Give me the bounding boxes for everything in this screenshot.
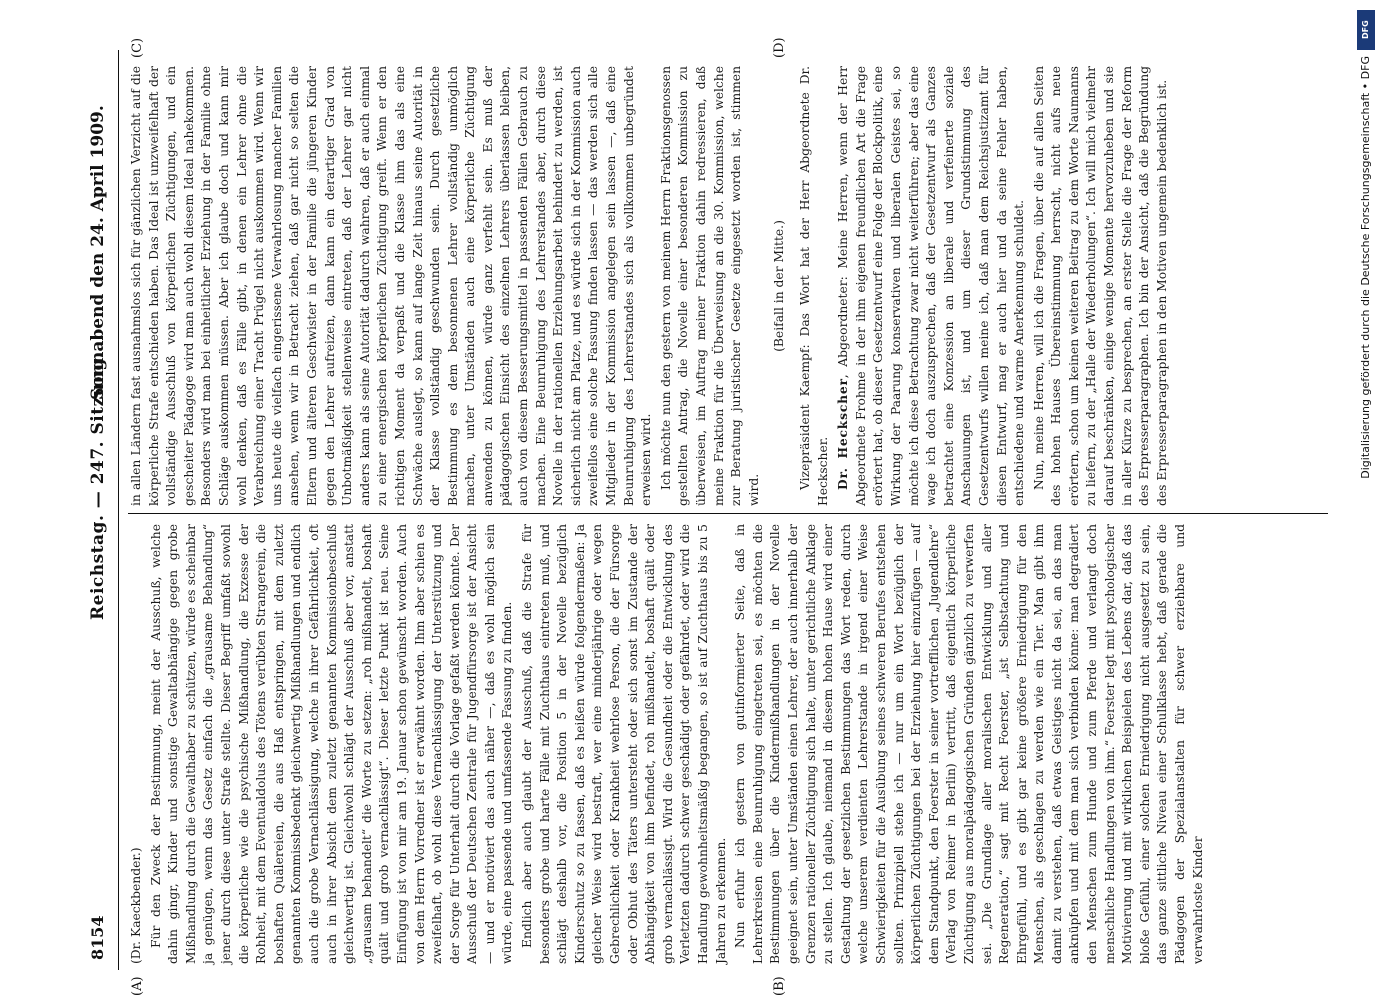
- paragraph: Für den Zweck der Bestimmung, meint der Ausschuß, welche dahin gingr, Kinder und sonstige Gewaltabhängige gegen grobe Mißhandlung durch die Gewalthaber zu schützen, würde es scheinbar ja genügen, wenn das Gesetz einfach die „grausame Behandlung“ jener durch diese unter Strafe stellte. Dieser Begriff umfaßt sowohl die körperliche wie die psychische Mißhandlung, die Exzesse der Rohheit, mit dem Eventualdolus des Tötens verübten Strangerein, die boshaften Quälereien, die aus Haß entspringen, mit dem zuletzt genannten Kommissbedenkt gleichwertig Mißhandlungen und endlich auch die grobe Vernachlässigung, welche in ihrer Gefährlichkeit, oft auch in ihrer Absicht dem zuletzt genannten Kommissionbeschluß gleichwertig ist. Gleichwohl schlägt der Ausschuß aber vor, anstatt „grausam behandelt“ die Worte zu setzen: „roh mißhandelt, boshaft quält und grob vernachlässigt“. Dieser letzte Punkt ist neu. Seine Einfügung ist von mir am 19. Januar schon gewünscht worden. Auch von dem Herrn Vorredner ist er erwähnt worden. Ihm aber schien es zweifelhaft, ob wohl diese Vernachlässigung der Unterstützung und der Sorge für Unterhalt durch die Vorlage gefaßt werden könnte. Der Ausschuß der Deutschen Zentrale für Jugendfürsorge ist der Ansicht — und er motiviert das auch näher —, daß es wohl möglich sein würde, eine passende und umfassende Fassung zu finden.: [148, 524, 515, 964]
- applause-note: (Beifall in der Mitte.): [772, 220, 787, 352]
- margin-mark-a: (A): [130, 976, 145, 996]
- president-announcement: Vizepräsident Kaempf: Das Wort hat der Herr Abgeordnete Dr. Heckscher.: [797, 66, 830, 506]
- header-rule: [118, 50, 119, 970]
- margin-mark-c: (C): [130, 37, 145, 58]
- dfg-notice-text: Digitalisierung gefördert durch die Deutsche Forschungsgemeinschaft • DFG: [1359, 56, 1372, 479]
- paragraph: in allen Ländern fast ausnahmslos sich für gänzlichen Verzicht auf die körperliche Strafe entschieden haben. Das Ideal ist unzweifelhaft der vollständige Ausschluß von körperlichen Züchtigungen, und ein gescheiter Pädagoge wird man auch wohl diesem Ideal nahekommen. Besonders wird man bei einheitlicher Erziehung in der Familie ohne Schläge auskommen müssen. Aber ich glaube doch und kann mir wohl denken, daß es Fälle gibt, in denen ein Lehrer ohne die Verabreichung einer Tracht Prügel nicht auskommen wird. Wenn wir uns heute die vielfach eingerissene Verwahrlosung mancher Familien ansehen, wenn wir in Betracht ziehen, daß gar nicht so selten die Eltern und älteren Geschwister in der Familie die jüngeren Kinder gegen den Lehrer aufreizen, dann kann ein derartiger Grad von Unbotmäßigkeit stellenweise eintreten, daß der Lehrer gar nicht anders kann als seine Autorität dadurch wahren, daß er auch einmal zu einer energischen körperlichen Züchtigung greift. Wenn er den richtigen Moment da verpaßt und die Klasse ihm das als eine Schwäche auslegt, so kann auf lange Zeit hinaus seine Autorität in der Klasse vollständig geschwunden sein. Durch gesetzliche Bestimmung es dem besonnenen Lehrer vollständig unmöglich machen, unter Umständen auch eine körperliche Züchtigung anwenden zu können, würde ganz verfehlt sein. Es muß der pädagogischen Einsicht des einzelnen Lehrers überlassen bleiben, auch von diesem Besserungsmittel in passenden Fällen Gebrauch zu machen. Eine Beunruhigung des Lehrerstandes aber, durch diese Novelle in der rationellen Erziehungsarbeit behindert zu werden, ist sicherlich nicht am Platze, und es würde sich in der Kommission auch zweifellos eine solche Fassung finden lassen — das werden sich alle Mitglieder in der Kommission angelegen sein lassen —, daß eine Beunruhigung des Lehrerstandes sich als vollkommen unbegründet erweisen wird.: [129, 66, 654, 506]
- speaker-name: Dr. Heckscher: [835, 378, 851, 490]
- dfg-notice: [1353, 10, 1381, 995]
- paragraph: Nun erfuhr ich gestern von gutinformierter Seite, daß in Lehrerkreisen eine Beunruhigung eingetreten sei, es möchten die Bestimmungen über die Kindermißhandlungen in der Novelle geeignet sein, unter Umständen einen Lehrer, der auch innerhalb der Grenzen rationeller Züchtigung sich halte, unter gerichtliche Anklage zu stellen. Ich glaube, niemand in diesem hohen Hause wird einer Gestaltung der gesetzlichen Bestimmungen das Wort reden, durch welche unserem verdienten Lehrerstande in irgend einer Weise Schwierigkeiten für die Ausübung seines schweren Berufes entstehen sollten. Prinzipiell stehe ich — nur um ein Wort bezüglich der körperlichen Züchtigungen bei der Erziehung hier einzufügen — auf dem Standpunkt, den Foerster in seiner vortrefflichen „Jugendlehre“ (Verlag von Reimer in Berlin) vertritt, daß eigentlich körperliche Züchtigung aus moralpädagogischen Gründen gänzlich zu verwerfen sei. „Die Grundlage aller moralischen Entwicklung und aller Regeneration,“ sagt mit Recht Foerster, „ist Selbstachtung und Ehrgefühl, und es gibt gar keine größere Erniedrigung für den Menschen, als geschlagen zu werden wie ein Tier. Man gibt ihm damit zu verstehen, daß etwas Geistiges nicht da sei, an das man anknüpfen und mit dem man sich verbinden könne: man degradiert den Menschen zum Hunde und zum Pferde und verlangt doch menschliche Handlungen von ihm.“ Foerster legt mit psychologischer Motivierung und mit wirklichen Beispielen des Lebens dar, daß das bloße Gefühl, einer solchen Erniedrigung nicht ausgesetzt zu sein, das ganze sittliche Niveau einer Schulklasse hebt, daß gerade die Pädagogen der Spezialanstalten für schwer erziehbare und verwahrloste Kinder: [733, 524, 1205, 964]
- right-column: [128, 66, 1173, 506]
- paragraph: Ich möchte nun den gestern von meinem Herrn Fraktionsgenossen gestellten Antrag, die Novelle einer besonderen Kommission zu überweisen, im Auftrag meiner Fraktion dahin redressieren, daß meine Fraktion für die Überweisung an die 30. Kommission, welche zur Beratung juristischer Gesetze eingesetzt worden ist, stimmen wird.: [658, 66, 761, 506]
- rotated-document-page: [82, 37, 1362, 1000]
- margin-mark-d: (D): [772, 37, 787, 58]
- page-header: [88, 40, 114, 1000]
- paragraph: Endlich aber auch glaubt der Ausschuß, daß die Strafe für besonders grobe und harte Fälle mit Zuchthaus eintreten muß, und schlägt deshalb vor, die Position 5 in der Novelle bezüglich Kinderschutz so zu fassen, daß es heißen würde folgendermaßen: Ja gleicher Weise wird bestraft, wer eine minderjährige oder wegen Gebrechlichkeit oder Krankheit wehrlose Person, die der Fürsorge oder Obhut des Täters untersteht oder sich sonst im Zustande der Abhängigkeit von ihm befindet, roh mißhandelt, boshaft quält oder grob vernachlässigt. Wird die Gesundheit oder die Entwicklung des Verletzten dadurch schwer geschädigt oder gefährdet, oder wird die Handlung gewohnheitsmäßig begangen, so ist auf Zuchthaus bis zu 5 Jahren zu erkennen.: [520, 524, 728, 964]
- paragraph: Nun, meine Herren, will ich die Fragen, über die auf allen Seiten des hohen Hauses Übereinstimmung herrscht, nicht aufs neue erörtern, schon um keinen weiteren Beitrag zu dem Worte Naumanns zu liefern, zu der „Halle der Wiederholungen“. Ich will mich vielmehr darauf beschränken, einige wenige Momente hervorzuheben und sie in aller Kürze zu besprechen, an erster Stelle die Frage der Reform des Erpresserparagraphen. Ich bin der Ansicht, daß die Begründung des Erpresserparagraphen in den Motiven ungemein bedenklich ist.: [1031, 66, 1169, 506]
- speaker-text: , Abgeordneter: Meine Herren, wenn der Herr Abgeordnete Frohme in der ihm eigenen freundlichen Art die Frage erörtert hat, ob dieser Gesetzentwurf eine Folge der Blockpolitik, eine Wirkung der Paarung konservativen und liberalen Geistes sei, so möchte ich diese Betrachtung zwar nicht weiterführen; aber das eine wage ich doch auszusprechen, daß der Gesetzentwurf als Ganzes betrachtet eine Konzession an liberale und verfeinerte soziale Anschauungen ist, und um dieser Grundstimmung des Gesetzentwurfs willen meine ich, daß man dem Reichsjustizamt für diesen Entwurf, mag er auch hier und da seine Fehler haben, entschiedene und warme Anerkennung schuldet.: [836, 66, 1027, 506]
- session-title: Reichstag. — 247. Sitzung.: [88, 351, 108, 620]
- page-number: 8154: [88, 915, 107, 960]
- column-divider: [128, 513, 1328, 514]
- speaker-tag: (Dr. Kaeckbender.): [129, 847, 143, 964]
- dfg-badge-label: DFG: [1361, 20, 1370, 40]
- session-date: Sonnabend den 24. April 1909.: [88, 105, 108, 400]
- paragraph: [834, 66, 1029, 506]
- margin-mark-b: (B): [772, 976, 787, 996]
- left-column: [128, 524, 1209, 964]
